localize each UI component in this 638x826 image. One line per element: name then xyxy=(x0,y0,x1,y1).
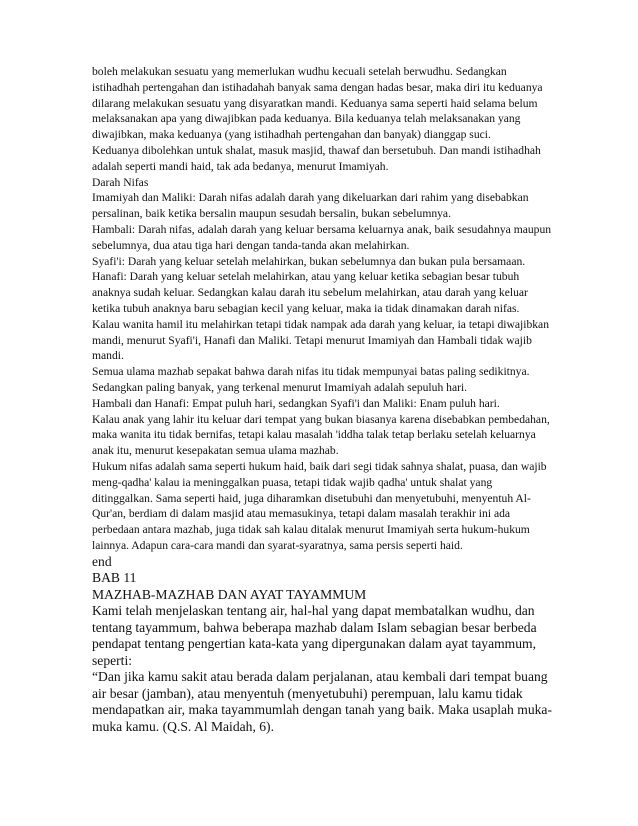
document-body xyxy=(92,64,554,735)
paragraph: Syafi'i: Darah yang keluar setelah melahirkan, bukan sebelumnya dan bukan pula bersamaan. xyxy=(92,254,526,268)
paragraph: Kalau wanita hamil itu melahirkan tetapi tidak nampak ada darah yang keluar, ia tetapi diwajibkan mandi, menurut Syafi'i, Hanafi dan Maliki. Tetapi menurut Imamiyah dan Hambali tidak wajib mandi. xyxy=(92,317,549,363)
paragraph: Semua ulama mazhab sepakat bahwa darah nifas itu tidak mempunyai batas paling sedikitnya. Sedangkan paling banyak, yang terkenal menurut Imamiyah adalah sepuluh hari. xyxy=(92,365,530,394)
paragraph: Hanafi: Darah yang keluar setelah melahirkan, atau yang keluar ketika sebagian besar tubuh anaknya sudah keluar. Sedangkan kalau darah itu sebelum melahirkan, atau darah yang keluar ketika tubuh anaknya baru sebagian kecil yang keluar, maka ia tidak dinamakan darah nifas. xyxy=(92,270,528,315)
quoted-verse: “Dan jika kamu sakit atau berada dalam perjalanan, atau kembali dari tempat buang air besar (jamban), atau menyentuh (menyetubuhi) perempuan, lalu kamu tidak mendapatkan air, maka tayammumlah dengan tanah yang baik. Maka usaplah muka-muka kamu. (Q.S. Al Maidah, 6). xyxy=(92,669,552,734)
paragraph: Hambali dan Hanafi: Empat puluh hari, sedangkan Syafi'i dan Maliki: Enam puluh hari. xyxy=(92,396,500,410)
paragraph: Kami telah menjelaskan tentang air, hal-hal yang dapat membatalkan wudhu, dan tentang tayammum, bahwa beberapa mazhab dalam Islam sebagian besar berbeda pendapat tentang pengertian kata-kata yang dipergunakan dalam ayat tayammum, seperti: xyxy=(92,603,537,668)
chapter-title: MAZHAB-MAZHAB DAN AYAT TAYAMMUM xyxy=(92,586,367,602)
section-heading: Darah Nifas xyxy=(92,175,149,189)
chapter-number: BAB 11 xyxy=(92,570,137,586)
paragraph: Keduanya dibolehkan untuk shalat, masuk masjid, thawaf dan bersetubuh. Dan mandi istihadhah adalah seperti mandi haid, tak ada bedanya, menurut Imamiyah. xyxy=(92,143,541,173)
end-marker: end xyxy=(92,553,112,569)
paragraph: boleh melakukan sesuatu yang memerlukan wudhu kecuali setelah berwudhu. Sedangkan istihadhah pertengahan dan istihadahah banyak sama dengan hadas besar, maka diri itu keduanya dilarang melakukan sesuatu yang disyaratkan mandi. Keduanya sama seperti haid selama belum melaksanakan apa yang diwajibkan pada keduanya. Bila keduanya telah melaksanakan yang diwajibkan, maka keduanya (yang istihadhah pertengahan dan banyak) dianggap suci. xyxy=(92,65,543,142)
paragraph: Hukum nifas adalah sama seperti hukum haid, baik dari segi tidak sahnya shalat, puasa, dan wajib meng-qadha' kalau ia meninggalkan puasa, tetapi tidak wajib qadha' untuk shalat yang ditinggalkan. Sama seperti haid, juga diharamkan disetubuhi dan menyetubuhi, menyentuh Al-Qur'an, berdiam di dalam masjid atau memasukinya, tetapi dalam masalah terakhir ini ada perbedaan antara mazhab, juga tidak sah kalau ditalak menurut Imamiyah serta hukum-hukum lainnya. Adapun cara-cara mandi dan syarat-syaratnya, sama persis seperti haid. xyxy=(92,459,547,552)
paragraph: Kalau anak yang lahir itu keluar dari tempat yang bukan biasanya karena disebabkan pembedahan, maka wanita itu tidak bernifas, tetapi kalau masalah 'iddha talak tetap berlaku setelah keluarnya anak itu, menurut kesepakatan semua ulama mazhab. xyxy=(92,412,550,458)
paragraph: Imamiyah dan Maliki: Darah nifas adalah darah yang dikeluarkan dari rahim yang disebabkan persalinan, baik ketika bersalin maupun sesudah bersalin, bukan sebelumnya. xyxy=(92,191,529,221)
paragraph: Hambali: Darah nifas, adalah darah yang keluar bersama keluarnya anak, baik sesudahnya maupun sebelumnya, dua atau tiga hari dengan tanda-tanda akan melahirkan. xyxy=(92,222,552,252)
